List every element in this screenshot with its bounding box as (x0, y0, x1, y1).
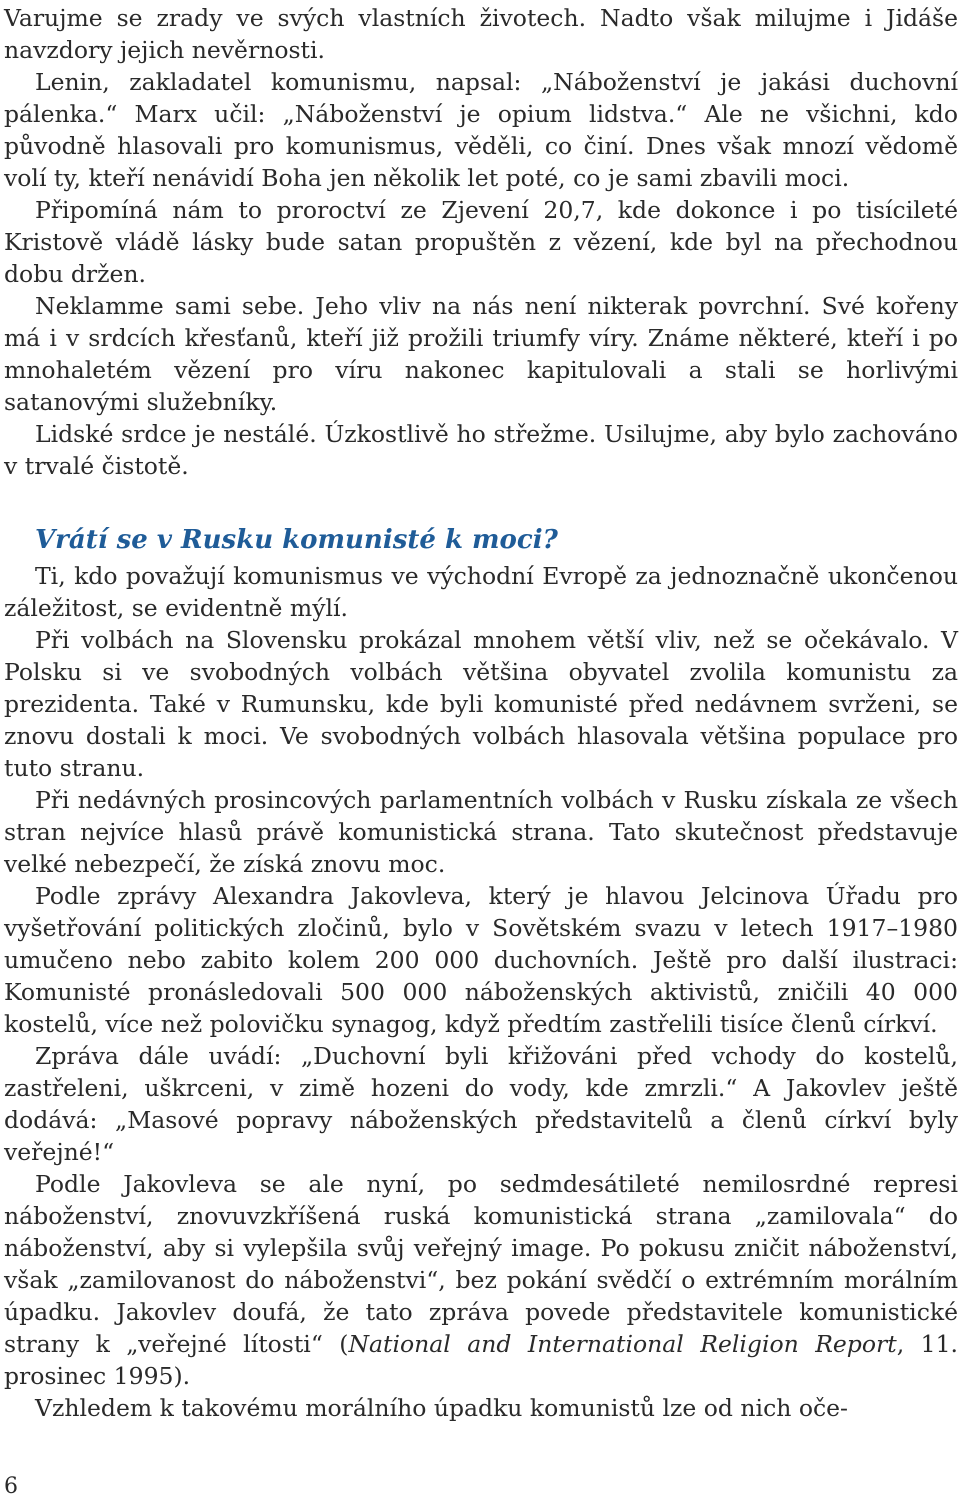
article-page (4, 2, 958, 1424)
paragraph: Vzhledem k takovému morálního úpadku komunistů lze od nich oče- (35, 1394, 848, 1422)
paragraph: Neklamme sami sebe. Jeho vliv na nás není nikterak povrchní. Své kořeny má i v srdcích křesťanů, kteří již prožili triumfy víry. Známe některé, kteří i po mnohaletém vězení pro víru nakonec kapitulovali a stali se horlivými satanovými služebníky. (4, 292, 958, 416)
paragraph: Lenin, zakladatel komunismu, napsal: „Náboženství je jakási duchovní pálenka.“ Marx učil: „Náboženství je opium lidstva.“ Ale ne všichni, kdo původně hlasovali pro komunismus, věděli, co činí. Dnes však mnozí vědomě volí ty, kteří nenávidí Boha jen několik let poté, co je sami zbavili moci. (4, 68, 958, 192)
paragraph: Připomíná nám to proroctví ze Zjevení 20,7, kde dokonce i po tisícileté Kristově vládě lásky bude satan propuštěn z vězení, kde byl na přechodnou dobu držen. (4, 196, 958, 288)
page-number: 6 (4, 1474, 18, 1499)
paragraph: Varujme se zrady ve svých vlastních životech. Nadto však milujme i Jidáše navzdory jejich nevěrnosti. (4, 4, 958, 64)
paragraph-text: Podle Jakovleva se ale nyní, po sedmdesátileté nemilosrdné represi náboženství, znovuvzkříšená ruská komunistická strana „zamilovala“ do náboženství, aby si vylepšila svůj veřejný image. Po pokusu zničit náboženství, však „zamilovanost do náboženstvi“, bez pokání svědčí o extrémním morálním úpadku. Jakovlev doufá, že tato zpráva povede představitele komunistické strany k „veřejné lítosti“ ( (4, 1170, 958, 1358)
source-citation: National and International Religion Report (348, 1330, 897, 1358)
section-heading: Vrátí se v Rusku komunisté k moci? (35, 525, 558, 555)
citation-date: , 11. prosinec 1995). (4, 1330, 958, 1390)
paragraph: Podle zprávy Alexandra Jakovleva, který je hlavou Jelcinova Úřadu pro vyšetřování politických zločinů, bylo v Sovětském svazu v letech 1917–1980 umučeno nebo zabito kolem 200 000 duchovních. Ještě pro další ilustraci: Komunisté pronásledovali 500 000 náboženských aktivistů, zničili 40 000 kostelů, více než polovičku synagog, když předtím zastřelili tisíce členů církví. (4, 882, 958, 1038)
paragraph (4, 1168, 958, 1392)
paragraph: Při volbách na Slovensku prokázal mnohem větší vliv, než se očekávalo. V Polsku si ve svobodných volbách většina obyvatel zvolila komunistu za prezidenta. Také v Rumunsku, kde byli komunisté před nedávnem svrženi, se znovu dostali k moci. Ve svobodných volbách hlasovala většina populace pro tuto stranu. (4, 626, 958, 782)
paragraph: Při nedávných prosincových parlamentních volbách v Rusku získala ze všech stran nejvíce hlasů právě komunistická strana. Tato skutečnost představuje velké nebezpečí, že získá znovu moc. (4, 786, 958, 878)
paragraph: Zpráva dále uvádí: „Duchovní byli křižováni před vchody do kostelů, zastřeleni, uškrceni, v zimě hozeni do vody, kde zmrzli.“ A Jakovlev ještě dodává: „Masové popravy náboženských představitelů a členů církví byly veřejné!“ (4, 1042, 958, 1166)
paragraph: Lidské srdce je nestálé. Úzkostlivě ho střežme. Usilujme, aby bylo zachováno v trvalé čistotě. (4, 420, 958, 480)
paragraph: Ti, kdo považují komunismus ve východní Evropě za jednoznačně ukončenou záležitost, se evidentně mýlí. (4, 562, 958, 622)
